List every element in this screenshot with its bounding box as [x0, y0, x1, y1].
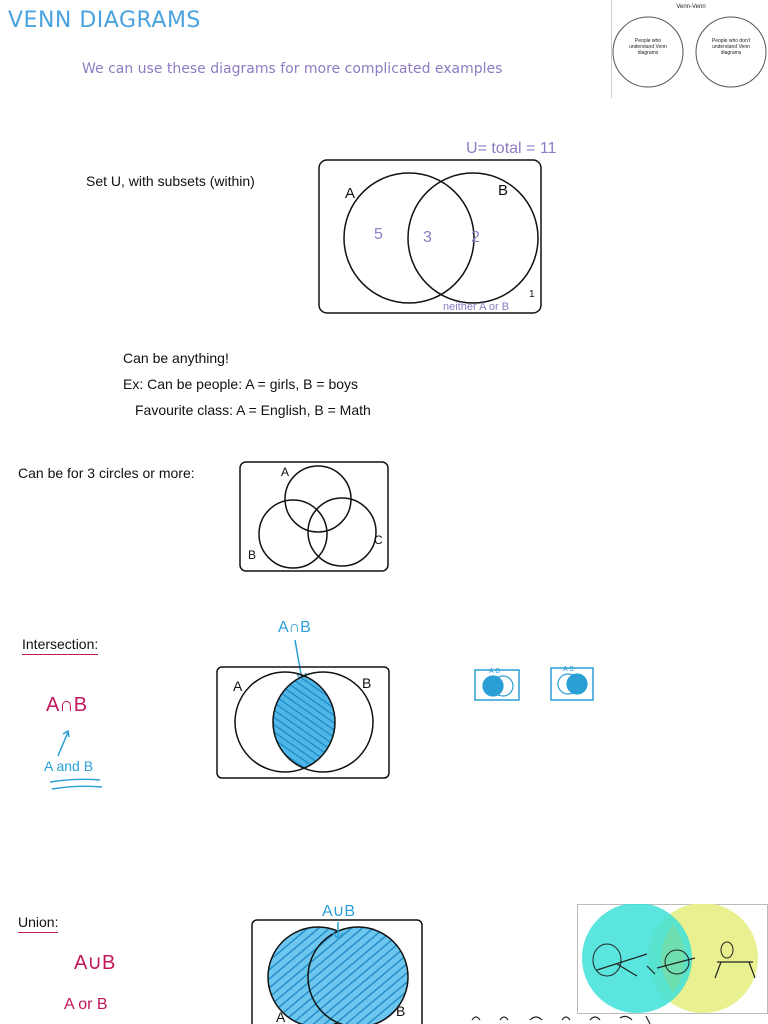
circle-a [344, 173, 474, 303]
three-circles-description: Can be for 3 circles or more: [18, 465, 195, 481]
intersection-label-b: B [362, 675, 372, 691]
intersection-venn-diagram [215, 665, 393, 781]
three-circle-c-label: C [374, 533, 383, 547]
three-circle-a-label: A [281, 465, 290, 479]
example-line-2: Ex: Can be people: A = girls, B = boys [123, 376, 359, 392]
venn-venn-image [612, 0, 768, 98]
only-a-count: 5 [374, 226, 383, 243]
mini-icon-1-label: A B [489, 668, 500, 675]
page-title: VENN DIAGRAMS [8, 8, 201, 33]
union-heading [18, 914, 58, 930]
intersection-arrow-icon [54, 726, 74, 758]
intersection-arrow-note: A∩B [278, 619, 311, 636]
three-circle-venn-diagram [238, 460, 392, 575]
bottom-handwriting-fragment [470, 1012, 660, 1024]
intersection-mini-icon-2 [549, 662, 595, 702]
example-line-1: Can be anything! [123, 350, 229, 366]
page-subtitle: We can use these diagrams for more complicated examples [82, 61, 503, 77]
only-b-count: 2 [471, 229, 480, 246]
union-label-b: B [396, 1003, 406, 1019]
three-circle-a [285, 466, 351, 532]
thumbnail-title: Venn-Venn [676, 4, 706, 10]
intersection-heading [22, 636, 98, 652]
union-arrow-note: A∪B [322, 903, 356, 920]
intersection-reading-underline [48, 774, 104, 792]
neither-count: 1 [529, 289, 535, 300]
mini-icon-2-label: A B [563, 666, 574, 673]
universe-total-note: U= total = 11 [466, 140, 557, 157]
union-heading-text: Union: [18, 914, 58, 933]
set-u-venn-diagram [317, 158, 547, 318]
intersection-heading-text: Intersection: [22, 636, 98, 655]
three-circle-universe-box [240, 462, 388, 571]
intersection-mini-icon-1 [473, 664, 521, 702]
venn-venn-thumbnail [611, 0, 768, 98]
set-u-description: Set U, with subsets (within) [86, 173, 255, 189]
thumbnail-left-label: People who understand Venn diagrams [629, 38, 667, 56]
circle-b-label: B [498, 182, 509, 199]
union-reading: A or B [64, 996, 108, 1013]
union-label-a: A [276, 1009, 286, 1024]
union-symbol: A∪B [74, 952, 116, 974]
intersection-label-a: A [233, 678, 243, 694]
intersection-reading: A and B [44, 758, 94, 774]
neither-note: neither A or B [443, 301, 510, 313]
union-circle-b [308, 927, 408, 1024]
circle-a-label: A [345, 185, 356, 202]
intersection-count: 3 [423, 229, 432, 246]
thumbnail-right-label: People who don't understand Venn diagrams [711, 38, 751, 56]
intersection-symbol: A∩B [46, 694, 88, 716]
union-illustration-image [577, 904, 768, 1014]
union-venn-diagram [250, 918, 428, 1024]
example-line-3: Favourite class: A = English, B = Math [135, 402, 371, 418]
three-circle-b-label: B [248, 548, 257, 562]
